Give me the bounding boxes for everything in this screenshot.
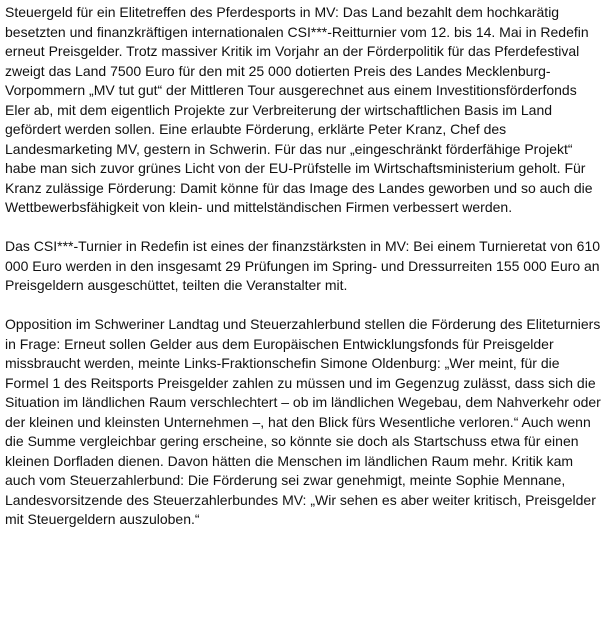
article-body — [5, 3, 605, 530]
paragraph-tournament-budget: Das CSI***-Turnier in Redefin ist eines der finanzstärksten in MV: Bei einem Turnieretat von 610 000 Euro werden in den insgesamt 29 Prüfungen im Spring- und Dressurreiten 155 000 Euro an Preisgeldern ausgeschüttet, teilten die Veranstalter mit. — [5, 238, 601, 293]
paragraph-opposition-criticism: Opposition im Schweriner Landtag und Steuerzahlerbund stellen die Förderung des Eliteturniers in Frage: Erneut sollen Gelder aus dem Europäischen Entwicklungsfonds für Preisgelder missbraucht werden, meinte Links-Fraktionschefin Simone Oldenburg: „Wer meint, für die Formel 1 des Reitsports Preisgelder zahlen zu müssen und im Gegenzug zulässt, dass sich die Situation im ländlichen Raum verschlechtert – ob im ländlichen Wegebau, dem Nahverkehr oder der kleinen und kleinsten Unternehmen –, hat den Blick fürs Wesentliche verloren.“ Auch wenn die Summe vergleichbar gering erscheine, so könnte sie doch als Startschuss etwa für einen kleinen Dorfladen dienen. Davon hätten die Menschen im ländlichen Raum mehr. Kritik kam auch vom Steuerzahlerbund: Die Förderung sei zwar genehmigt, meinte Sophie Mennane, Landesvorsitzende des Steuerzahlerbundes MV: „Wir sehen es aber weiter kritisch, Preisgelder mit Steuergeldern auszuloben.“ — [5, 316, 601, 527]
paragraph-funding: Steuergeld für ein Elitetreffen des Pferdesports in MV: Das Land bezahlt dem hochkarätig besetzten und finanzkräftigen internationalen CSI***-Reitturnier vom 12. bis 14. Mai in Redefin erneut Preisgelder. Trotz massiver Kritik im Vorjahr an der Förderpolitik für das Pferdefestival zweigt das Land 7500 Euro für den mit 25 000 dotierten Preis des Landes Mecklenburg-Vorpommern „MV tut gut“ der Mittleren Tour ausgerechnet aus einem Investitionsförderfonds Eler ab, mit dem eigentlich Projekte zur Verbreiterung der wirtschaftlichen Basis im Land gefördert werden sollen. Eine erlaubte Förderung, erklärte Peter Kranz, Chef des Landesmarketing MV, gestern in Schwerin. Für das nur „eingeschränkt förderfähige Projekt“ habe man sich zuvor grünes Licht von der EU-Prüfstelle im Wirtschaftsministerium geholt. Für Kranz zulässige Förderung: Damit könne für das Image des Landes geworben und so auch die Wettbewerbsfähigkeit von klein- und mittelständischen Firmen verbessert werden. — [5, 4, 593, 215]
